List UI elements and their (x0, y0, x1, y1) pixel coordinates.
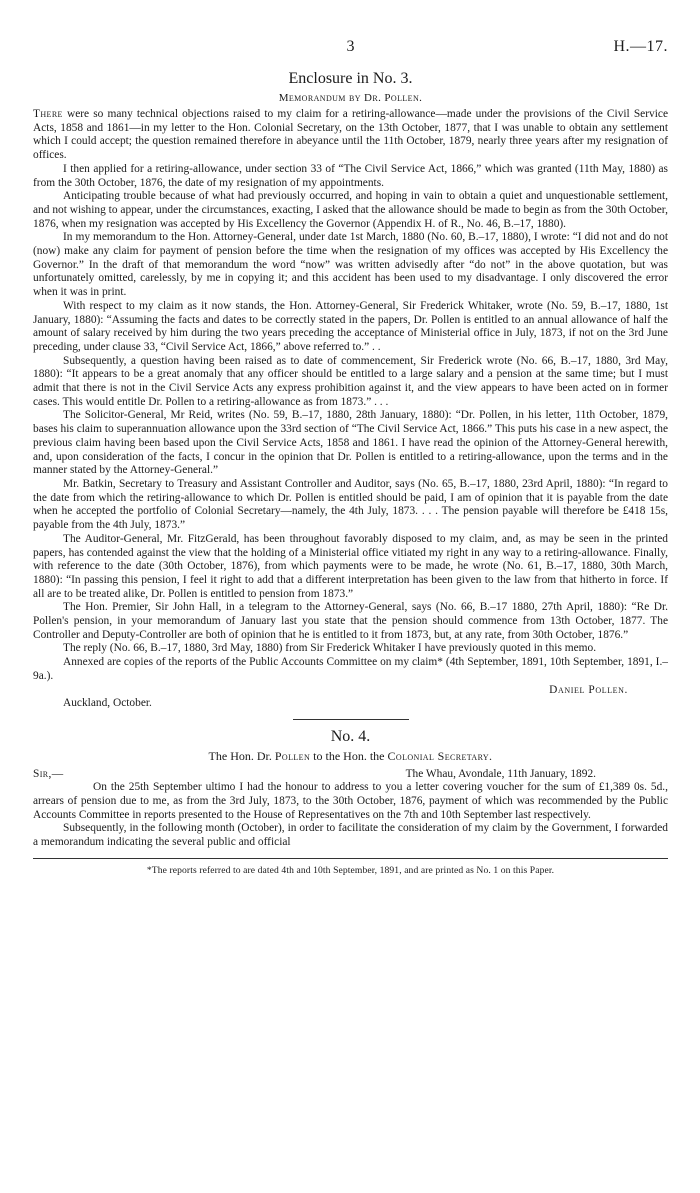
subtitle-text: to the Hon. the (310, 748, 388, 763)
paragraph: Annexed are copies of the reports of the Public Accounts Committee on my claim* (4th September, 1891, 10th September, 1891, I.–9a.). (33, 656, 668, 682)
paragraph: The Auditor-General, Mr. FitzGerald, has been throughout favorably disposed to my claim, and, as may be seen in the printed papers, has contended against the view that the holding of a Ministerial office vitiated my right in any way to a retiring-allowance. Finally, with reference to the date (30th October, 1876), from which payments were to be made, he wrote (No. 61, B.–17, 1880, 30th March, 1880): “In passing this pension, I feel it right to add that a different interpretation has been given to the law from that hitherto in force. If all are to be treated alike, Dr. Pollen is entitled to pension from 1873.” (33, 532, 668, 600)
place-date: Auckland, October. (63, 697, 152, 710)
paragraph: In my memorandum to the Hon. Attorney-General, under date 1st March, 1880 (No. 60, B.–17, 1880), I wrote: “I did not and do not (now) make any claim for payment of pension before the time when the resignation of my offices was accepted by His Excellency the Governor.” In the draft of that memorandum the word “now” was written advisedly after “do not” in the above quotation, but was unfortunately omitted, carelessly, by me in copying it; and this accident has been used to my disadvantage. I only discovered the error when it was in print. (33, 231, 668, 299)
page-number: 3 (346, 38, 355, 55)
letter-body (33, 768, 668, 850)
document-page (33, 38, 668, 876)
paragraph: Subsequently, in the following month (October), in order to facilitate the consideration of my claim by the Government, I forwarded a memorandum indicating the several public and official (33, 822, 668, 849)
paragraph: With respect to my claim as it now stands, the Hon. Attorney-General, Sir Frederick Whitaker, wrote (No. 59, B.–17, 1880, 1st January, 1880): “Assuming the facts and dates to be correctly stated in the papers, Dr. Pollen is entitled to an annual allowance of half the amount of salary received by him during the two years preceding the acceptance of Ministerial office in July, 1873, if not on the 3rd June preceding, under clause 33, “Civil Service Act, 1866,” above referred to.” . . (33, 299, 668, 353)
paragraph: Mr. Batkin, Secretary to Treasury and Assistant Controller and Auditor, says (No. 65, B.–17, 1880, 23rd April, 1880): “In regard to the date from which the retiring-allowance to which Dr. Pollen is entitled should be paid, I am of opinion that it is payable from the date when he accepted the portfolio of Colonial Secretary—namely, the 4th July, 1873. . . . The pension payable will therefore be £418 15s, payable from the 4th July, 1873.” (33, 477, 668, 532)
paragraph: Subsequently, a question having been raised as to date of commencement, Sir Frederick wrote (No. 66, B.–17, 1880, 3rd May, 1880): “It appears to be a great anomaly that any officer should be entitled to a large salary and a pension at the same time; but I must admit that there is not in the Civil Service Acts any express prohibition against it, and the view appears to have been acted on in former cases. This would entitle Dr. Pollen to a retiring-allowance as from 1873.” . . . (33, 354, 668, 408)
signature-line (33, 684, 668, 698)
paragraph: The reply (No. 66, B.–17, 1880, 3rd May, 1880) from Sir Frederick Whitaker I have previously quoted in this memo. (63, 642, 597, 655)
signature: Daniel Pollen. (549, 683, 628, 696)
section-divider (293, 719, 409, 720)
letter-address: The Whau, Avondale, 11th January, 1892. (405, 767, 596, 780)
paragraph (33, 108, 668, 163)
salutation-row (33, 768, 668, 782)
subtitle-name: Pollen (274, 748, 311, 763)
subtitle-recipient: Colonial Secretary. (387, 748, 493, 763)
enclosure-title: Enclosure in No. 3. (288, 70, 413, 87)
paragraph: The Hon. Premier, Sir John Hall, in a telegram to the Attorney-General, says (No. 66, B.–17 1880, 27th April, 1880): “Re Dr. Pollen's pension, in your memorandum of January last you state that the pension should commence from 13th October, 1877. The Controller and Deputy-Controller are both of opinion that he is entitled to it from 1873, but, at any rate, from 30th October, 1876.” (33, 601, 668, 641)
paragraph: The Solicitor-General, Mr Reid, writes (No. 59, B.–17, 1880, 28th January, 1880): “Dr. Pollen, in his letter, 11th October, 1879, bases his claim to superannuation allowance upon the 33rd section of “The Civil Service Act, 1866.” This puts his case in a new aspect, the previous claim having been based upon the Civil Service Acts, 1858 and 1861. I have read the opinion of the Attorney-General herewith, and, upon consideration of the facts, I concur in the opinion that Dr. Pollen is entitled to a retiring-allowance, upon the terms and in the manner stated by the Attorney-General.” (33, 409, 668, 477)
paper-reference: H.—17. (613, 38, 668, 55)
letter-subtitle (33, 750, 668, 764)
enclosure-subtitle: Memorandum by Dr. Pollen. (278, 92, 423, 104)
footnote: *The reports referred to are dated 4th and 10th September, 1891, and are printed as No. 1 on this Paper. (146, 864, 555, 876)
opening-word: There (33, 108, 63, 120)
memorandum-body (33, 108, 668, 711)
paragraph: On the 25th September ultimo I had the honour to address to you a letter covering voucher for the sum of £1,389 0s. 5d., arrears of pension due to me, as from the 3rd July, 1873, to the 30th October, 1876, payment of which was recommended by the Public Accounts Committee in reports presented to the House of Representatives on the 7th and 10th September last respectively. (33, 781, 668, 821)
footnote-rule (33, 858, 668, 859)
paragraph-text: were so many technical objections raised to my claim for a retiring-allowance—made under the provisions of the Civil Service Acts, 1858 and 1861—in my letter to the Hon. Colonial Secretary, on the 13th October, 1877, that I was unable to obtain any settlement which I could accept; the question remained therefore in abeyance until the 11th October, 1879, nearly three years after my resignation of offices. (33, 108, 668, 162)
page-header (33, 38, 668, 62)
subtitle-text: The Hon. Dr. (208, 748, 275, 763)
salutation: Sir,— (33, 767, 64, 780)
section-title: No. 4. (330, 727, 371, 745)
paragraph: Anticipating trouble because of what had previously occurred, and hoping in vain to obtain a quiet and unquestionable settlement, and not wishing to appear, under the circumstances, exacting, I asked that the allowance should be made to begin as from the 30th October, 1876, when my resignation was accepted by His Excellency the Governor (Appendix H. of R., No. 46, B.–17, 1880). (33, 190, 668, 230)
paragraph: I then applied for a retiring-allowance, under section 33 of “The Civil Service Act, 1866,” which was granted (11th May, 1880) as from the 30th October, 1876, the date of my resignation of my appointments. (33, 162, 668, 189)
